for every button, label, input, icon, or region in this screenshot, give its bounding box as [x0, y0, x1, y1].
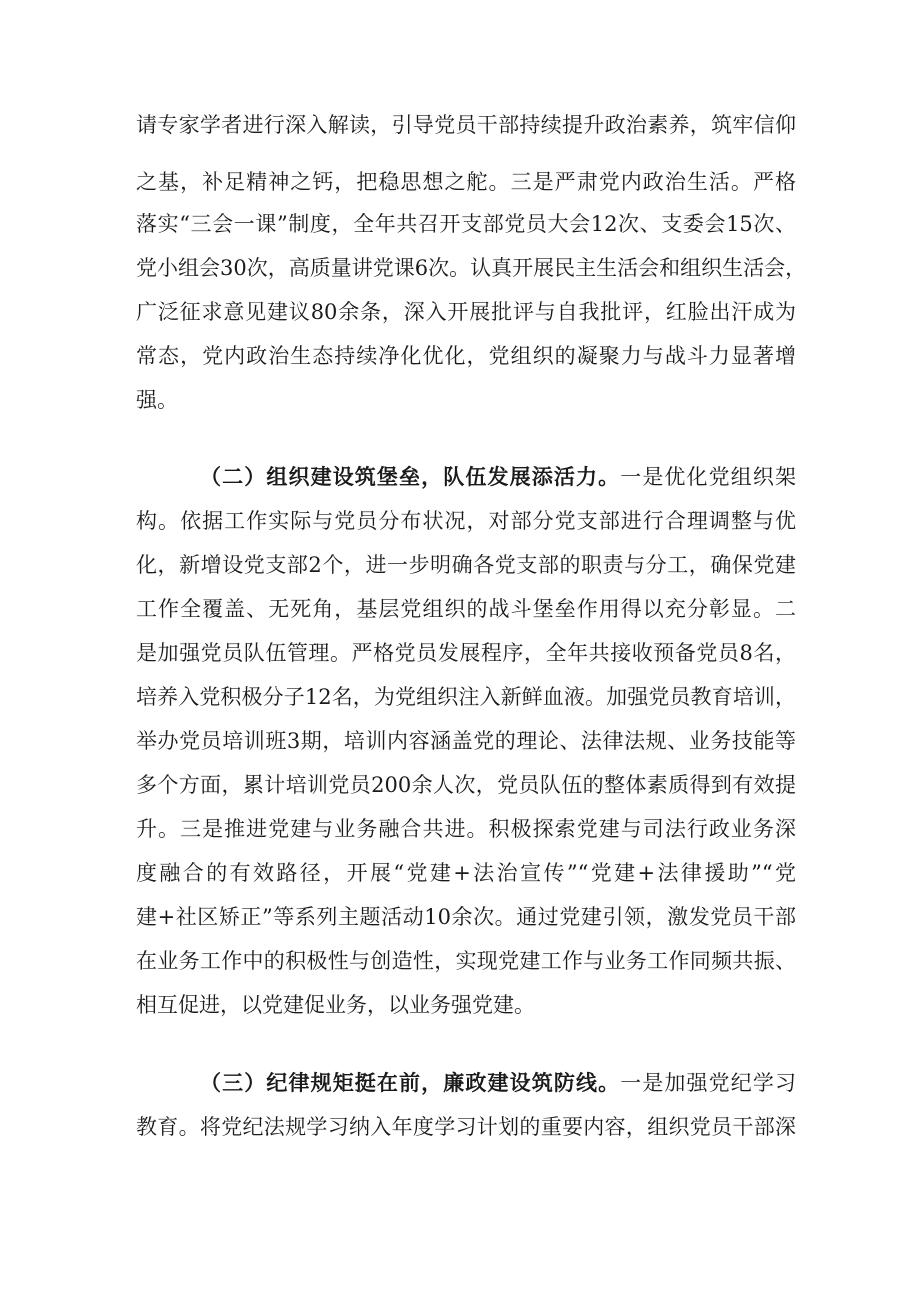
- section-3-heading: （三）纪律规矩挺在前，廉政建设筑防线。: [200, 1071, 621, 1095]
- section-2-first-line: [200, 455, 796, 499]
- paragraph-line: 落实“三会一课”制度，全年共召开支部党员大会12次、支委会15次、: [136, 212, 796, 236]
- paragraph-line: 相互促进，以党建促业务，以业务强党建。: [136, 993, 535, 1017]
- paragraph-line: 广泛征求意见建议80余条，深入开展批评与自我批评，红脸出汗成为: [136, 300, 796, 324]
- paragraph-line: 在业务工作中的积极性与创造性，实现党建工作与业务工作同频共振、: [136, 949, 796, 973]
- paragraph-line: 是加强党员队伍管理。严格党员发展程序，全年共接收预备党员8名，: [136, 641, 796, 665]
- paragraph-line: 教育。将党纪法规学习纳入年度学习计划的重要内容，组织党员干部深: [136, 1115, 796, 1139]
- paragraph-line: 党小组会30次，高质量讲党课6次。认真开展民主生活会和组织生活会，: [136, 256, 807, 280]
- paragraph-line: 多个方面，累计培训党员200余人次，党员队伍的整体素质得到有效提: [136, 773, 796, 797]
- section-2-heading: （二）组织建设筑堡垒，队伍发展添活力。: [200, 465, 621, 489]
- paragraph-line: 构。依据工作实际与党员分布状况，对部分党支部进行合理调整与优: [136, 509, 796, 533]
- paragraph-line: 常态，党内政治生态持续净化优化，党组织的凝聚力与战斗力显著增: [136, 344, 796, 368]
- paragraph-line: 化，新增设党支部2个，进一步明确各党支部的职责与分工，确保党建: [136, 553, 796, 577]
- paragraph-line: 之基，补足精神之钙，把稳思想之舵。三是严肃党内政治生活。严格: [136, 170, 796, 194]
- paragraph-line: 举办党员培训班3期，培训内容涵盖党的理论、法律法规、业务技能等: [136, 729, 796, 753]
- paragraph-line: 培养入党积极分子12名，为党组织注入新鲜血液。加强党员教育培训，: [136, 685, 796, 709]
- section-3-first-line-rest: 一是加强党纪学习: [620, 1071, 797, 1095]
- paragraph-line: 升。三是推进党建与业务融合共进。积极探索党建与司法行政业务深: [136, 817, 796, 841]
- paragraph-line: 请专家学者进行深入解读，引导党员干部持续提升政治素养，筑牢信仰: [136, 113, 796, 137]
- paragraph-line: 强。: [136, 388, 178, 412]
- section-3-first-line: [200, 1061, 796, 1105]
- section-2-first-line-rest: 一是优化党组织架: [620, 465, 797, 489]
- paragraph-line: 度融合的有效路径，开展“党建+法治宣传”“党建+法律援助”“党: [136, 861, 796, 885]
- paragraph-line: 建+社区矫正”等系列主题活动10余次。通过党建引领，激发党员干部: [136, 905, 796, 929]
- paragraph-line: 工作全覆盖、无死角，基层党组织的战斗堡垒作用得以充分彰显。二: [136, 597, 796, 621]
